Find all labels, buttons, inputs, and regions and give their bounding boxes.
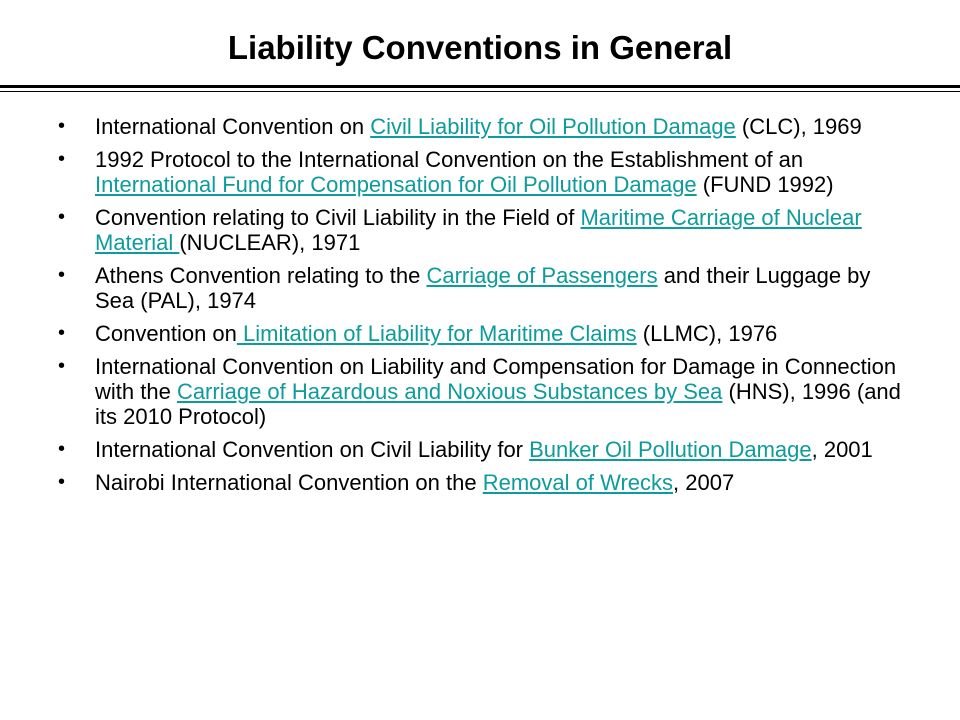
list-item-llmc [0, 321, 960, 346]
title-divider-thin [0, 91, 960, 92]
list-item-hns [0, 354, 960, 429]
link-hazardous-noxious-substances[interactable]: Carriage of Hazardous and Noxious Substances by Sea [176, 379, 723, 404]
link-maritime-carriage-nuclear[interactable]: Maritime Carriage of Nuclear Material [95, 205, 862, 255]
item-text: 1992 Protocol to the International Convention on the Establishment of an [95, 147, 804, 172]
item-text: Nairobi International Convention on the [95, 470, 483, 495]
bullet-icon: • [58, 206, 66, 228]
bullet-icon: • [58, 355, 66, 377]
bullet-icon: • [58, 264, 66, 286]
list-item-fund-1992 [0, 147, 960, 197]
item-text: and their Luggage by Sea (PAL), 1974 [95, 263, 871, 313]
item-text: (CLC), 1969 [735, 114, 862, 139]
item-text: , 2001 [811, 437, 873, 462]
link-international-fund-compensation[interactable]: International Fund for Compensation for Oil Pollution Damage [95, 172, 697, 197]
bullet-icon: • [58, 322, 66, 344]
item-text: Athens Convention relating to the [95, 263, 427, 288]
bullet-icon: • [58, 115, 66, 137]
link-limitation-of-liability[interactable]: Limitation of Liability for Maritime Claims [236, 321, 637, 346]
bullet-icon: • [58, 438, 66, 460]
bullet-icon: • [58, 148, 66, 170]
item-text: (NUCLEAR), 1971 [179, 230, 361, 255]
item-text: (HNS), 1996 (and its 2010 Protocol) [95, 379, 901, 429]
slide-title: Liability Conventions in General [227, 29, 733, 66]
item-text: (FUND 1992) [696, 172, 834, 197]
link-bunker-oil-pollution[interactable]: Bunker Oil Pollution Damage [529, 437, 812, 462]
link-carriage-of-passengers[interactable]: Carriage of Passengers [426, 263, 658, 288]
item-text: Convention on [95, 321, 237, 346]
item-text: International Convention on [95, 114, 371, 139]
item-text: International Convention on Civil Liability for [95, 437, 530, 462]
title-divider-thick [0, 85, 960, 88]
item-text: International Convention on Liability and Compensation for Damage in Connection with the [95, 354, 897, 404]
list-item-clc [0, 114, 960, 139]
item-text: , 2007 [673, 470, 735, 495]
item-text: (LLMC), 1976 [636, 321, 778, 346]
item-text: Convention relating to Civil Liability in the Field of [95, 205, 581, 230]
bullet-icon: • [58, 471, 66, 493]
list-item-bunker [0, 437, 960, 462]
link-civil-liability-oil-pollution[interactable]: Civil Liability for Oil Pollution Damage [370, 114, 736, 139]
conventions-list [0, 114, 960, 503]
link-removal-of-wrecks[interactable]: Removal of Wrecks [482, 470, 674, 495]
list-item-nuclear [0, 205, 960, 255]
list-item-pal [0, 263, 960, 313]
list-item-wrecks [0, 470, 960, 495]
